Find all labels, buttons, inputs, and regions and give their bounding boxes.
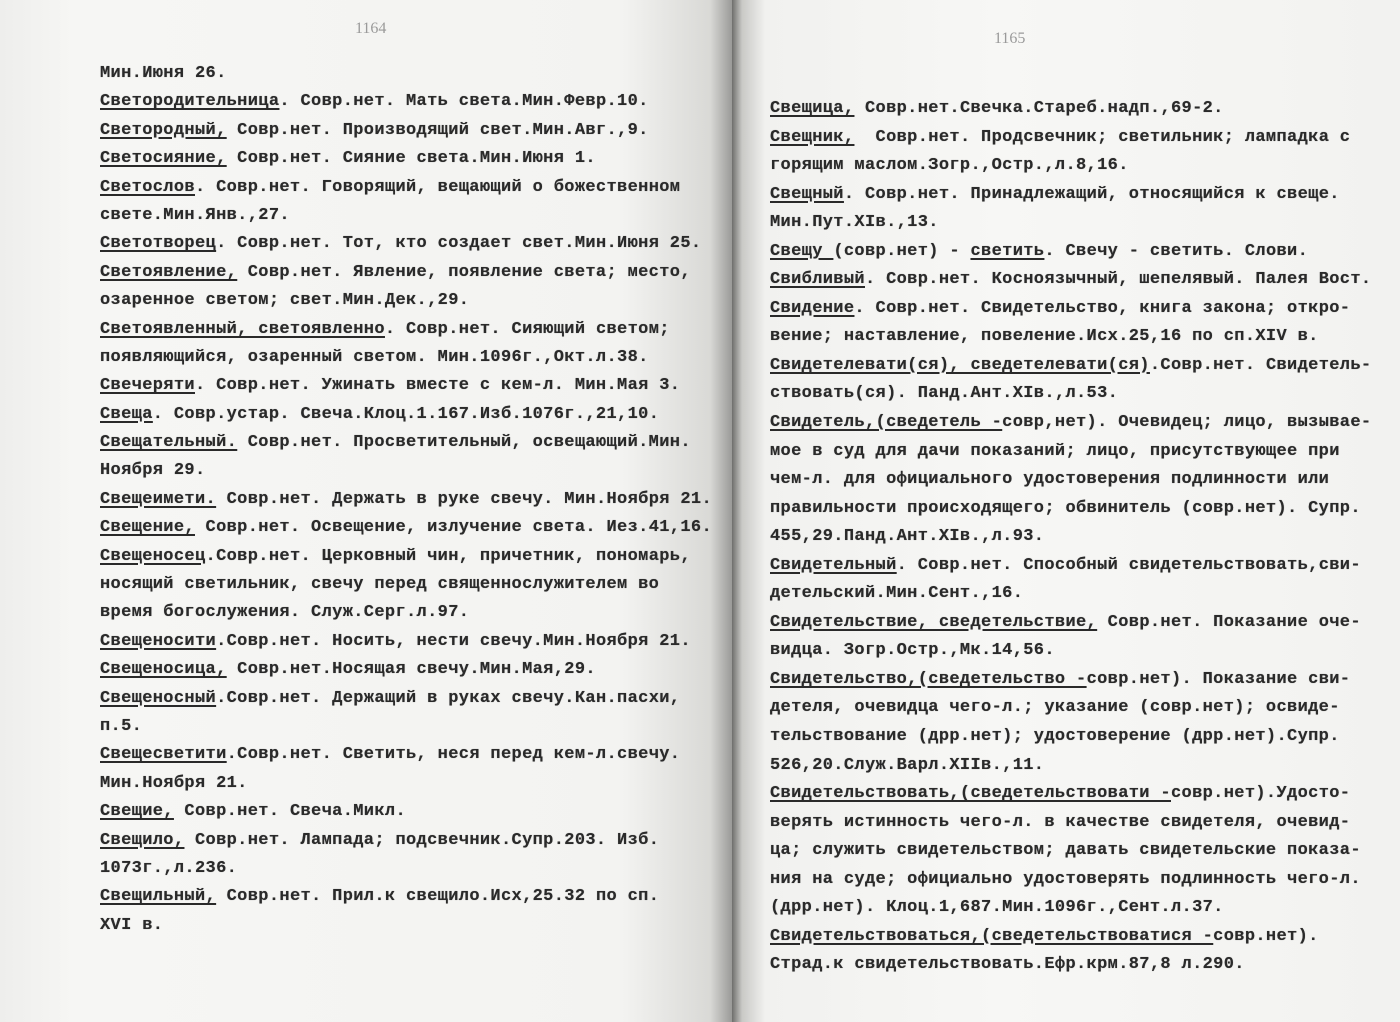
- text-line: [100, 741, 712, 769]
- entry-headword: Светослов: [100, 177, 195, 197]
- text-line: [100, 230, 712, 258]
- text-line: [770, 495, 1371, 524]
- page-text: [770, 95, 1371, 980]
- entry-text: время богослужения. Служ.Серг.л.97.: [100, 603, 470, 623]
- entry-headword: Свещеносный: [100, 688, 217, 708]
- text-line: [100, 798, 712, 826]
- entry-headword: Свибливый: [770, 270, 865, 290]
- text-line: [100, 372, 712, 400]
- entry-text: 1073г.,л.236.: [100, 858, 238, 878]
- text-line: [100, 259, 712, 287]
- text-line: [100, 316, 712, 344]
- entry-headword: Светородительница: [100, 92, 280, 112]
- text-line: [100, 685, 712, 713]
- entry-text: . Совр.нет. Ужинать вместе с кем-л. Мин.Мая 3.: [194, 376, 681, 396]
- entry-text: совр.нет).Удосто-: [1170, 784, 1351, 804]
- text-line: [100, 344, 712, 372]
- entry-headword: Свечеряти: [100, 376, 195, 396]
- text-line: [100, 117, 712, 145]
- text-line: [770, 580, 1371, 609]
- text-line: [770, 380, 1371, 409]
- entry-headword: Свещеносец: [100, 546, 206, 566]
- entry-text: .Совр.нет. Свидетель-: [1149, 355, 1372, 375]
- entry-text: Совр.нет. Сияние света.Мин.Июня 1.: [226, 149, 596, 169]
- text-line: [770, 894, 1371, 923]
- entry-headword: Свещательный.: [100, 433, 238, 453]
- entry-headword: Свидетельствовать,(сведетельствовати -: [770, 784, 1171, 804]
- entry-text: тельствование (дрр.нет); удостоверение (дрр.нет).Супр.: [770, 727, 1340, 747]
- text-line: [770, 124, 1371, 153]
- text-line: [100, 202, 712, 230]
- entry-headword: Свещеносити: [100, 631, 217, 651]
- entry-text: Совр.нет. Производящий свет.Мин.Авг.,9.: [226, 120, 649, 140]
- text-line: [770, 95, 1371, 124]
- entry-text: . Совр.устар. Свеча.Клоц.1.167.Изб.1076г.,21,10.: [152, 404, 660, 424]
- text-line: [770, 238, 1371, 267]
- text-line: [100, 599, 712, 627]
- text-line: [770, 295, 1371, 324]
- entry-text: ствовать(ся). Панд.Ант.XIв.,л.53.: [770, 384, 1119, 404]
- entry-text: п.5.: [100, 716, 143, 736]
- entry-text: .Совр.нет. Церковный чин, причетник, пономарь,: [205, 546, 691, 566]
- entry-text: Совр.нет. Явление, появление света; место,: [237, 262, 691, 282]
- entry-text: Совр.нет.Носящая свечу.Мин.Мая,29.: [226, 660, 596, 680]
- page-text: [100, 60, 712, 940]
- text-line: [100, 174, 712, 202]
- entry-headword: Свидетельство,(сведетельство -: [770, 669, 1087, 689]
- entry-text: Ноября 29.: [100, 461, 206, 481]
- text-line: [770, 752, 1371, 781]
- text-line: [770, 609, 1371, 638]
- entry-headword: Свидетель,(сведетель -: [770, 413, 1003, 433]
- text-line: [100, 486, 712, 514]
- entry-text: Совр.нет. Продсвечник; светильник; лампадка с: [854, 127, 1351, 147]
- text-line: [770, 780, 1371, 809]
- entry-headword: Свидетельный: [770, 555, 897, 575]
- entry-text: Совр.нет.Свечка.Стареб.надп.,69-2.: [854, 99, 1224, 118]
- entry-text: Совр.нет. Прил.к свещило.Исх,25.32 по сп.: [216, 887, 660, 907]
- entry-headword: Свидетелевати(ся), сведетелевати(ся): [770, 355, 1150, 375]
- entry-text: Страд.к свидетельствовать.Ефр.крм.87,8 л.290.: [770, 955, 1245, 975]
- entry-text: Совр.нет. Лампада; подсвечник.Супр.203. Изб.: [184, 830, 660, 850]
- text-line: [770, 552, 1371, 581]
- entry-text: Совр.нет. Свеча.Микл.: [173, 802, 407, 822]
- entry-text: совр,нет). Очевидец; лицо, вызывае-: [1002, 413, 1372, 433]
- entry-text: мое в суд для дачи показаний; лицо, присутствующее при: [770, 441, 1340, 461]
- text-line: [770, 837, 1371, 866]
- entry-text: детельский.Мин.Сент.,16.: [770, 584, 1024, 604]
- text-line: [100, 713, 712, 741]
- text-line: [770, 809, 1371, 838]
- entry-text: чем-л. для официального удостоверения подлинности или: [770, 470, 1330, 490]
- entry-text: детеля, очевидца чего-л.; указание (совр.нет); освиде-: [770, 698, 1340, 718]
- page-number: 1164: [355, 20, 387, 37]
- entry-headword: Светоявление,: [100, 262, 238, 282]
- entry-headword: Свещеносица,: [100, 660, 227, 680]
- entry-text: .Совр.нет. Держащий в руках свечу.Кан.пасхи,: [216, 688, 681, 708]
- page-number: 1165: [994, 30, 1026, 47]
- text-line: [100, 145, 712, 173]
- text-line: [770, 637, 1371, 666]
- entry-text: носящий светильник, свечу перед священнослужителем во: [100, 575, 660, 595]
- text-line: [100, 770, 712, 798]
- text-line: [100, 429, 712, 457]
- entry-headword: светить: [970, 241, 1045, 261]
- entry-text: Мин.Пут.XIв.,13.: [770, 213, 939, 233]
- entry-text: ния на суде; официально удостоверять подлинность чего-л.: [770, 869, 1361, 889]
- entry-text: . Свечу - светить. Слови.: [1044, 241, 1309, 261]
- text-line: [770, 923, 1371, 952]
- entry-text: свете.Мин.Янв.,27.: [100, 205, 290, 225]
- entry-headword: Свещник,: [770, 127, 855, 147]
- text-line: [770, 694, 1371, 723]
- entry-headword: Свещие,: [100, 802, 174, 822]
- text-line: [100, 628, 712, 656]
- entry-text: Мин.Ноября 21.: [100, 773, 248, 793]
- text-line: [100, 514, 712, 542]
- text-line: [100, 457, 712, 485]
- entry-headword: Свещный: [770, 184, 844, 204]
- entry-text: 526,20.Служ.Варл.XIIв.,11.: [770, 755, 1045, 775]
- entry-text: Совр.нет. Держать в руке свечу. Мин.Ноября 21.: [216, 489, 713, 509]
- entry-headword: Свещица,: [770, 99, 855, 118]
- entry-text: 455,29.Панд.Ант.XIв.,л.93.: [770, 527, 1045, 547]
- text-line: [100, 543, 712, 571]
- entry-text: XVI в.: [100, 915, 164, 935]
- entry-text: горящим маслом.Зогр.,Остр.,л.8,16.: [770, 156, 1129, 176]
- entry-text: Совр.нет. Просветительный, освещающий.Мин.: [237, 433, 691, 453]
- text-line: [770, 152, 1371, 181]
- entry-text: совр.нет).: [1213, 926, 1319, 946]
- entry-text: совр.нет). Показание сви-: [1086, 669, 1351, 689]
- text-line: [100, 827, 712, 855]
- entry-headword: Свещесветити: [100, 745, 227, 765]
- text-line: [770, 266, 1371, 295]
- text-line: [100, 912, 712, 940]
- entry-text: .Совр.нет. Светить, неся перед кем-л.свечу.: [226, 745, 681, 765]
- text-line: [100, 60, 712, 88]
- entry-text: видца. Зогр.Остр.,Мк.14,56.: [770, 641, 1055, 661]
- entry-headword: Светоявленный, светоявленно: [100, 319, 385, 339]
- entry-headword: Свещу: [770, 241, 834, 261]
- text-line: [100, 855, 712, 883]
- text-line: [770, 723, 1371, 752]
- entry-text: появляющийся, озаренный светом. Мин.1096г.,Окт.л.38.: [100, 347, 649, 367]
- entry-text: верять истинность чего-л. в качестве свидетеля, очевид-: [770, 812, 1351, 832]
- text-line: [770, 866, 1371, 895]
- text-line: [100, 656, 712, 684]
- right-page: [732, 0, 1400, 1022]
- entry-text: . Совр.нет. Свидетельство, книга закона; откро-: [854, 298, 1351, 318]
- text-line: [100, 287, 712, 315]
- text-line: [770, 181, 1371, 210]
- text-line: [770, 438, 1371, 467]
- entry-text: . Совр.нет. Способный свидетельствовать,сви-: [896, 555, 1361, 575]
- entry-text: . Совр.нет. Принадлежащий, относящийся к свеще.: [843, 184, 1340, 204]
- text-line: [770, 466, 1371, 495]
- entry-text: правильности происходящего; обвинитель (совр.нет). Супр.: [770, 498, 1361, 518]
- text-line: [770, 666, 1371, 695]
- entry-text: . Совр.нет. Тот, кто создает свет.Мин.Июня 25.: [216, 234, 702, 254]
- entry-text: . Совр.нет. Говорящий, вещающий о божественном: [194, 177, 681, 197]
- text-line: [770, 352, 1371, 381]
- entry-text: . Совр.нет. Косноязычный, шепелявый. Палея Вост.: [864, 270, 1372, 290]
- text-line: [100, 88, 712, 116]
- entry-headword: Свещило,: [100, 830, 185, 850]
- entry-text: вение; наставление, повеление.Исх.25,16 по сп.XIV в.: [770, 327, 1319, 347]
- text-line: [770, 209, 1371, 238]
- text-line: [100, 571, 712, 599]
- entry-headword: Свидетельствоваться,(сведетельствоватися -: [770, 926, 1214, 946]
- text-line: [770, 323, 1371, 352]
- entry-headword: Свещильный,: [100, 887, 217, 907]
- entry-text: Мин.Июня 26.: [100, 64, 227, 83]
- entry-headword: Свещение,: [100, 518, 195, 538]
- entry-headword: Свещеимети.: [100, 489, 217, 509]
- entry-text: (дрр.нет). Клоц.1,687.Мин.1096г.,Сент.л.37.: [770, 898, 1224, 918]
- entry-headword: Светородный,: [100, 120, 227, 140]
- entry-headword: Светосияние,: [100, 149, 227, 169]
- text-line: [770, 951, 1371, 980]
- entry-headword: Свеща: [100, 404, 153, 424]
- text-line: [770, 523, 1371, 552]
- entry-text: ца; служить свидетельством; давать свидетельские показа-: [770, 841, 1361, 861]
- entry-headword: Свидение: [770, 298, 855, 318]
- text-line: [770, 409, 1371, 438]
- text-line: [100, 883, 712, 911]
- entry-text: .Совр.нет. Носить, нести свечу.Мин.Ноября 21.: [216, 631, 691, 651]
- entry-text: озаренное светом; свет.Мин.Дек.,29.: [100, 291, 470, 311]
- entry-text: . Совр.нет. Мать света.Мин.Февр.10.: [279, 92, 649, 112]
- entry-text: . Совр.нет. Сияющий светом;: [384, 319, 670, 339]
- entry-text: (совр.нет) -: [833, 241, 971, 261]
- entry-headword: Свидетельствие, сведетельствие,: [770, 612, 1098, 632]
- entry-headword: Светотворец: [100, 234, 217, 254]
- entry-text: Совр.нет. Освещение, излучение света. Иез.41,16.: [194, 518, 712, 538]
- text-line: [100, 401, 712, 429]
- entry-text: Совр.нет. Показание оче-: [1097, 612, 1361, 632]
